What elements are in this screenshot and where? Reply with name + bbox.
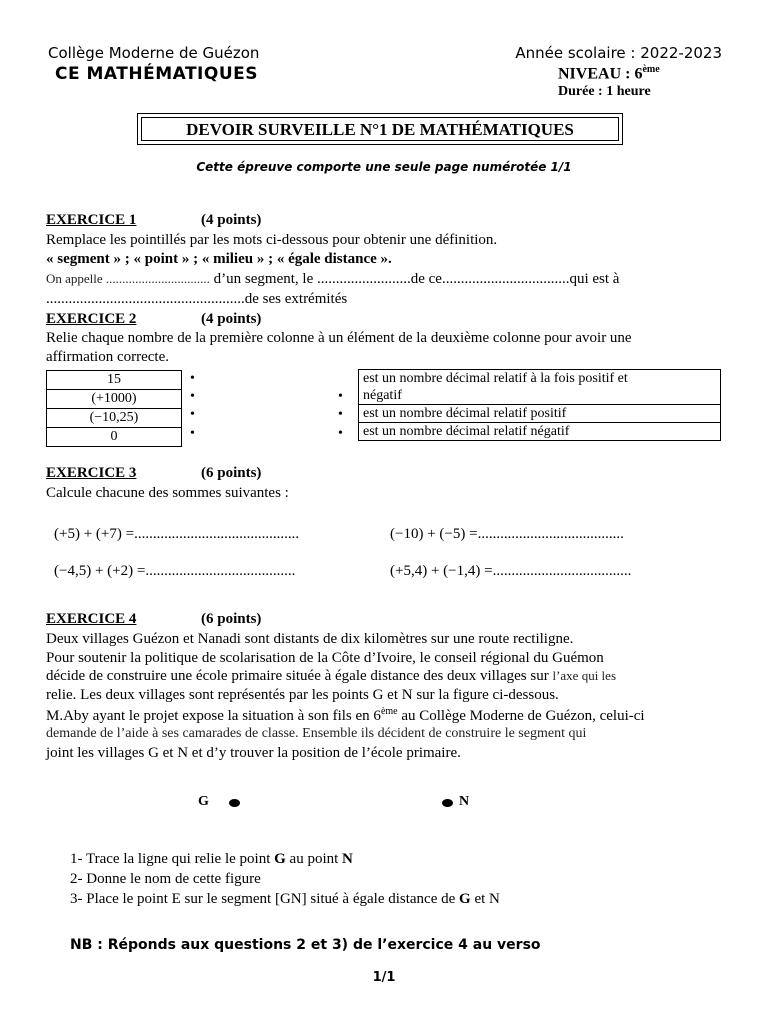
ex1-line2: .....................................................de ses extrémités: [46, 291, 348, 307]
point-g-label: G: [198, 794, 209, 809]
title-box: [137, 113, 623, 145]
level: NIVEAU : 6ème: [558, 64, 660, 83]
ex2-left-item: (+1000): [47, 390, 182, 409]
ex4-paragraph-3: décide de construire une école primaire située à égale distance des deux villages sur l’axe qui les: [46, 668, 617, 684]
ex2-left-column: [46, 370, 182, 447]
ex1-instruction: Remplace les pointillés par les mots ci-dessous pour obtenir une définition.: [46, 232, 498, 248]
ex2-right-item: est un nombre décimal relatif à la fois positif et négatif: [359, 370, 721, 405]
right-bullet: •: [338, 407, 343, 422]
left-bullet: •: [190, 426, 195, 441]
page-notice: Cette épreuve comporte une seule page numérotée 1/1: [196, 160, 572, 174]
department-name: CE MATHÉMATIQUES: [55, 64, 258, 84]
ex2-instruction-1: Relie chaque nombre de la première colonne à un élément de la deuxième colonne pour avoir une: [46, 330, 632, 346]
ex4-paragraph-2: Pour soutenir la politique de scolarisation de la Côte d’Ivoire, le conseil régional du Guémon: [46, 650, 604, 666]
sum-4: (+5,4) + (−1,4) =.....................................: [390, 563, 632, 579]
sum-3: (−4,5) + (+2) =........................................: [54, 563, 296, 579]
right-bullet: •: [338, 426, 343, 441]
ex3-heading: EXERCICE 3 (6 points): [46, 465, 262, 481]
ex4-heading: EXERCICE 4 (6 points): [46, 611, 262, 627]
ex3-instruction: Calcule chacune des sommes suivantes :: [46, 485, 289, 501]
nb-note: NB : Réponds aux questions 2 et 3) de l’exercice 4 au verso: [70, 937, 541, 953]
ex1-line1: On appelle ................................ d’un segment, le .........................de ce..................................qui est à: [46, 271, 620, 287]
sum-1: (+5) + (+7) =............................................: [54, 526, 300, 542]
ex4-paragraph-4: relie. Les deux villages sont représentés par les points G et N sur la figure ci-dessous.: [46, 687, 559, 703]
ex2-right-item: est un nombre décimal relatif positif: [359, 405, 721, 423]
sum-2: (−10) + (−5) =.......................................: [390, 526, 624, 542]
question-2: 2- Donne le nom de cette figure: [70, 871, 261, 887]
ex1-words: « segment » ; « point » ; « milieu » ; « égale distance ».: [46, 251, 392, 267]
school-name: Collège Moderne de Guézon: [48, 44, 260, 62]
point-n-label: N: [459, 794, 470, 809]
left-bullet: •: [190, 371, 195, 386]
right-bullet: •: [338, 389, 343, 404]
point-n-dot: [442, 799, 453, 807]
ex2-left-item: (−10,25): [47, 409, 182, 428]
ex2-heading: EXERCICE 2 (4 points): [46, 311, 262, 327]
ex4-paragraph-1: Deux villages Guézon et Nanadi sont distants de dix kilomètres sur une route rectiligne.: [46, 631, 574, 647]
duration: Durée : 1 heure: [558, 84, 651, 99]
exam-title: DEVOIR SURVEILLE N°1 DE MATHÉMATIQUES: [141, 117, 619, 141]
ex2-right-item: est un nombre décimal relatif négatif: [359, 423, 721, 441]
page-number: 1/1: [372, 970, 396, 985]
ex2-left-item: 0: [47, 428, 182, 447]
point-g-dot: [229, 799, 240, 807]
ex2-right-column: [358, 369, 721, 441]
ex4-paragraph-7: joint les villages G et N et d’y trouver la position de l’école primaire.: [46, 745, 461, 761]
ex2-left-item: 15: [47, 371, 182, 390]
left-bullet: •: [190, 407, 195, 422]
school-year: Année scolaire : 2022-2023: [515, 44, 722, 62]
ex1-heading: EXERCICE 1 (4 points): [46, 212, 262, 228]
question-3: 3- Place le point E sur le segment [GN] situé à égale distance de G et N: [70, 891, 500, 907]
ex4-paragraph-5: M.Aby ayant le projet expose la situation à son fils en 6ème au Collège Moderne de Guézon, celui-ci: [46, 706, 645, 724]
left-bullet: •: [190, 389, 195, 404]
question-1: 1- Trace la ligne qui relie le point G au point N: [70, 851, 353, 867]
ex2-instruction-2: affirmation correcte.: [46, 349, 169, 365]
ex4-paragraph-6: demande de l’aide à ses camarades de classe. Ensemble ils décident de construire le segment qui: [46, 726, 587, 741]
